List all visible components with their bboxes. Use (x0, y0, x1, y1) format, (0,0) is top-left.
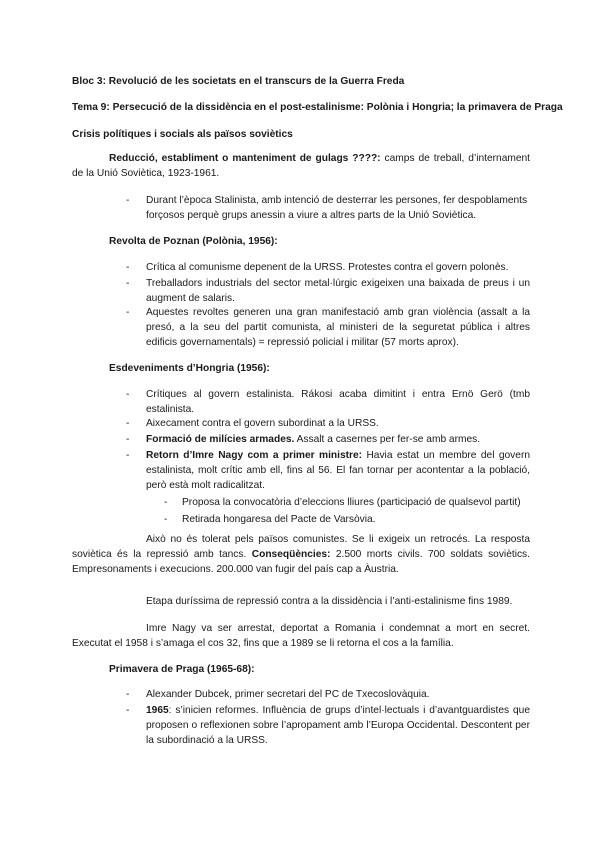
consequences-paragraph (72, 532, 530, 577)
list-item (126, 448, 530, 493)
bullet-dash: - (126, 278, 130, 289)
bullet-dash: - (126, 450, 130, 461)
poznan-bullet-text: Aquestes revoltes generen una gran manifestació amb gran violència (assalt a la presó, a la seu del partit comunista, al ministeri de la seguretat pública i altres edificis governamentals) = repressió policial i militar (57 morts aprox). (146, 307, 530, 348)
list-item (126, 276, 530, 306)
bullet-dash: - (164, 497, 168, 508)
repression-paragraph: Etapa duríssima de repressió contra a la dissidència i l’anti-estalinisme fins 1989. (146, 596, 513, 607)
nagy-paragraph: Imre Nagy va ser arrestat, deportat a Romania i condemnat a mort en secret. Executat el 1958 i s’amaga el cos 32, fins que a 1989 se li retorna el cos a la família. (72, 623, 530, 649)
bullet-dash: - (126, 705, 130, 716)
list-item (126, 687, 530, 702)
bullet-dash: - (126, 434, 130, 445)
hongria-bullet-bold: Retorn d’Imre Nagy com a primer ministre: (146, 450, 363, 461)
hongria-bullet-text: Crítiques al govern estalinista. Rákosi acaba dimitint i entra Ernö Gerö (tmb estalinista. (146, 389, 530, 415)
list-item (126, 432, 530, 447)
hongria-bullet-text: Havia estat un membre del govern estalinista, molt crític amb ell, fins al 56. El fan tornar per acontentar a la població, però està molt radicalitzat. (146, 450, 530, 491)
bullet-dash: - (126, 389, 130, 400)
list-item (126, 387, 530, 417)
hongria-subbullet-text: Proposa la convocatòria d’eleccions lliures (participació de qualsevol partit) (182, 497, 521, 508)
intro-lead: Reducció, establiment o manteniment de gulags ????: (109, 153, 381, 164)
consequences-text: 2.500 morts civils. 700 soldats soviètics. Empresonaments i execucions. 200.000 van fugir del país cap a Àustria. (72, 549, 530, 575)
list-item (126, 305, 530, 350)
stalin-bullet-text: Durant l’època Stalinista, amb intenció de desterrar les persones, fer despoblaments forçosos perquè grups anessin a viure a altres parts de la Unió Soviètica. (146, 195, 528, 221)
consequences-text: Això no és tolerat pels països comunistes. Se li exigeix un retrocés. La resposta soviètica és la repressió amb tancs. (72, 534, 530, 560)
consequences-label: Conseqüències: (251, 549, 331, 560)
bullet-dash: - (164, 514, 168, 525)
praga-bullet-bold: 1965 (146, 705, 169, 716)
tema-heading: Tema 9: Persecució de la dissidència en el post-estalinisme: Polònia i Hongria; la primavera de Praga (72, 102, 563, 113)
crisis-heading: Crisis polítiques i socials als països soviètics (72, 129, 293, 140)
intro-paragraph (72, 151, 530, 181)
list-item (164, 512, 530, 527)
bullet-dash: - (126, 689, 130, 700)
list-item (126, 260, 530, 275)
poznan-bullet-text: Treballadors industrials del sector metal·lúrgic exigeixen una baixada de preus i un augment de salaris. (146, 278, 530, 304)
hongria-subbullet-text: Retirada hongaresa del Pacte de Varsòvia. (182, 514, 376, 525)
bullet-dash: - (126, 307, 130, 318)
list-item (164, 495, 530, 510)
praga-heading: Primavera de Praga (1965-68): (109, 664, 255, 675)
list-item (126, 703, 530, 748)
praga-bullet-text: Alexander Dubcek, primer secretari del PC de Txecoslovàquia. (146, 689, 430, 700)
poznan-bullet-text: Crítica al comunisme depenent de la URSS. Protestes contra el govern polonès. (146, 262, 509, 273)
poznan-heading: Revolta de Poznan (Polònia, 1956): (109, 236, 278, 247)
bullet-dash: - (126, 262, 130, 273)
praga-bullet-text: : s’inicien reformes. Influència de grups d’intel·lectuals i d’avantguardistes que proposen o reflexionen sobre l’apropament amb l’Europa Occidental. Descontent per la subordinació a la URSS. (146, 705, 530, 746)
bullet-dash: - (126, 418, 130, 429)
hongria-heading: Esdeveniments d’Hongria (1956): (109, 363, 270, 374)
hongria-bullet-text: Assalt a casernes per fer-se amb armes. (294, 434, 481, 445)
hongria-bullet-text: Aixecament contra el govern subordinat a la URSS. (146, 418, 379, 429)
list-item (126, 416, 530, 431)
bullet-dash: - (126, 195, 130, 206)
intro-text: camps de treball, d’internament de la Unió Soviètica, 1923-1961. (72, 153, 531, 179)
list-item (126, 193, 530, 223)
hongria-bullet-bold: Formació de milícies armades. (146, 434, 295, 445)
bloc-heading: Bloc 3: Revolució de les societats en el transcurs de la Guerra Freda (72, 76, 405, 87)
